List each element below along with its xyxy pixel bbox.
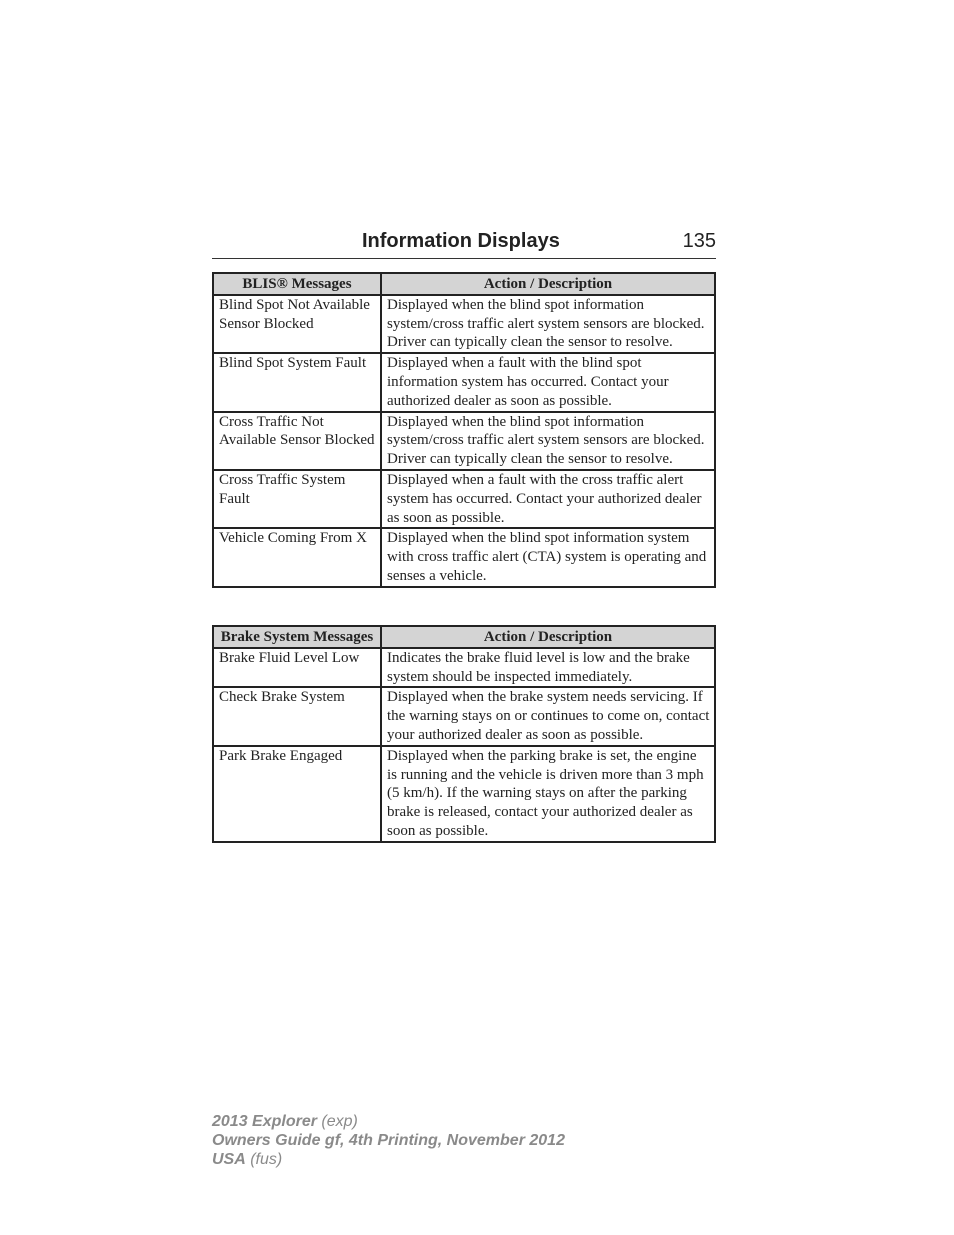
table-row	[213, 687, 715, 745]
message-cell: Brake Fluid Level Low	[213, 648, 381, 688]
table-header-row	[213, 626, 715, 648]
description-cell: Displayed when the blind spot information system/cross traffic alert system sensors are blocked. Driver can typically clean the sensor to resolve.	[381, 412, 715, 470]
table-row	[213, 648, 715, 688]
footer-guide: Owners Guide gf, 4th Printing, November 2012	[212, 1132, 565, 1149]
footer-model: 2013 Explorer	[212, 1113, 317, 1130]
footer-line-guide	[212, 1131, 565, 1150]
description-cell: Displayed when a fault with the blind spot information system has occurred. Contact your authorized dealer as soon as possible.	[381, 353, 715, 411]
column-header-messages: BLIS® Messages	[213, 273, 381, 295]
message-cell: Cross Traffic System Fault	[213, 470, 381, 528]
description-cell: Displayed when a fault with the cross traffic alert system has occurred. Contact your authorized dealer as soon as possible.	[381, 470, 715, 528]
table-row	[213, 746, 715, 842]
column-header-action: Action / Description	[381, 273, 715, 295]
footer-line-market	[212, 1150, 565, 1169]
column-header-action: Action / Description	[381, 626, 715, 648]
table-row	[213, 470, 715, 528]
footer-market: USA	[212, 1151, 246, 1168]
footer-line-model	[212, 1112, 565, 1131]
page-footer	[212, 1112, 565, 1169]
page-title: Information Displays	[362, 230, 560, 252]
description-cell: Displayed when the parking brake is set, the engine is running and the vehicle is driven more than 3 mph (5 km/h). If the warning stays on after the parking brake is released, contact your authorized dealer as soon as possible.	[381, 746, 715, 842]
table-row	[213, 528, 715, 586]
message-cell: Blind Spot Not Available Sensor Blocked	[213, 295, 381, 353]
description-cell: Displayed when the blind spot information system with cross traffic alert (CTA) system is operating and senses a vehicle.	[381, 528, 715, 586]
message-cell: Check Brake System	[213, 687, 381, 745]
table-row	[213, 412, 715, 470]
table-row	[213, 353, 715, 411]
message-cell: Park Brake Engaged	[213, 746, 381, 842]
description-cell: Displayed when the brake system needs servicing. If the warning stays on or continues to come on, contact your authorized dealer as soon as possible.	[381, 687, 715, 745]
message-cell: Vehicle Coming From X	[213, 528, 381, 586]
message-cell: Blind Spot System Fault	[213, 353, 381, 411]
column-header-messages: Brake System Messages	[213, 626, 381, 648]
table-row	[213, 295, 715, 353]
table-header-row	[213, 273, 715, 295]
blis-messages-table	[212, 272, 716, 588]
message-cell: Cross Traffic Not Available Sensor Blocked	[213, 412, 381, 470]
page-number: 135	[682, 230, 716, 252]
description-cell: Indicates the brake fluid level is low and the brake system should be inspected immediately.	[381, 648, 715, 688]
brake-system-messages-table	[212, 625, 716, 843]
footer-market-code: (fus)	[245, 1151, 283, 1168]
page-header	[212, 230, 716, 259]
description-cell: Displayed when the blind spot information system/cross traffic alert system sensors are blocked. Driver can typically clean the sensor to resolve.	[381, 295, 715, 353]
footer-model-code: (exp)	[316, 1113, 358, 1130]
